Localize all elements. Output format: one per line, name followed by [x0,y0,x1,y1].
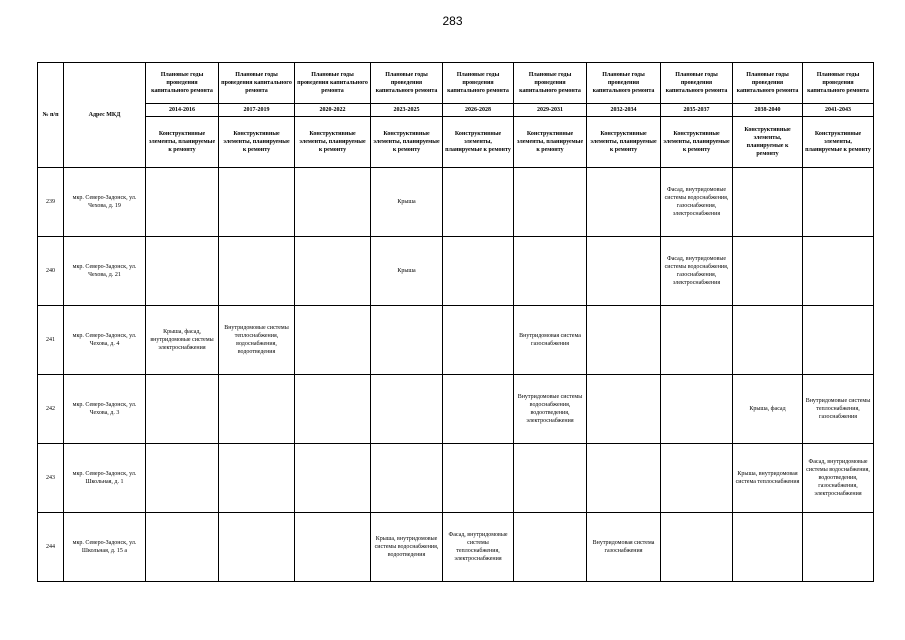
table-cell [803,306,874,375]
table-cell [295,306,371,375]
table-cell [803,237,874,306]
row-address: мкр. Северо-Задонск, ул. Чехова, д. 3 [64,375,146,444]
table-cell [803,513,874,582]
table-cell [371,375,443,444]
elements-header: Конструктивные элементы, планируемые к ремонту [661,117,733,168]
table-cell [295,375,371,444]
table-cell [733,168,803,237]
table-cell: Крыша [371,237,443,306]
table-cell: Фасад, внутридомовые системы водоснабжения, газоснабжения, электроснабжения [661,237,733,306]
row-number: 242 [38,375,64,444]
table-cell [733,513,803,582]
table-cell: Внутридомовая система газоснабжения [587,513,661,582]
table-cell [443,168,514,237]
table-cell [514,237,587,306]
table-cell: Внутридомовая система газоснабжения [514,306,587,375]
period-title: Плановые годы проведения капитального ремонта [219,63,295,104]
repair-schedule-table [37,62,874,582]
table-cell [443,306,514,375]
table-cell [514,513,587,582]
table-cell: Крыша, внутридомовая система теплоснабжения [733,444,803,513]
elements-header: Конструктивные элементы, планируемые к ремонту [219,117,295,168]
table-cell [587,444,661,513]
period-years: 2029-2031 [514,104,587,117]
table-row [38,237,874,306]
period-years: 2020-2022 [295,104,371,117]
elements-header: Конструктивные элементы, планируемые к ремонту [371,117,443,168]
table-cell [146,237,219,306]
table-header [38,63,874,168]
elements-header: Конструктивные элементы, планируемые к ремонту [146,117,219,168]
row-number: 239 [38,168,64,237]
period-title: Плановые годы проведения капитального ремонта [733,63,803,104]
table-cell [146,168,219,237]
header-row-periods [38,104,874,117]
row-number: 241 [38,306,64,375]
table-cell [733,306,803,375]
row-address: мкр. Северо-Задонск, ул. Чехова, д. 19 [64,168,146,237]
table-cell [803,168,874,237]
row-address: мкр. Северо-Задонск, ул. Чехова, д. 4 [64,306,146,375]
table-cell [295,513,371,582]
table-cell [219,168,295,237]
period-title: Плановые годы проведения капитального ремонта [803,63,874,104]
table-cell: Внутридомовые системы водоснабжения, водоотведения, электроснабжения [514,375,587,444]
table-cell [146,513,219,582]
period-years: 2023-2025 [371,104,443,117]
row-address: мкр. Северо-Задонск, ул. Школьная, д. 1 [64,444,146,513]
table-cell: Фасад, внутридомовые системы водоснабжения, газоснабжения, электроснабжения [661,168,733,237]
period-title: Плановые годы проведения капитального ремонта [371,63,443,104]
table-cell: Фасад, внутридомовые системы водоснабжения, водоотведения, газоснабжения, электроснабжения [803,444,874,513]
elements-header: Конструктивные элементы, планируемые к ремонту [514,117,587,168]
row-number: 243 [38,444,64,513]
row-address: мкр. Северо-Задонск, ул. Чехова, д. 21 [64,237,146,306]
table-cell: Внутридомовые системы теплоснабжения, водоснабжения, водоотведения [219,306,295,375]
period-title: Плановые годы проведения капитального ремонта [295,63,371,104]
table-cell: Крыша, фасад [733,375,803,444]
table-cell [219,513,295,582]
row-number: 244 [38,513,64,582]
period-years: 2014-2016 [146,104,219,117]
table-row [38,375,874,444]
period-title: Плановые годы проведения капитального ремонта [661,63,733,104]
table-cell [587,375,661,444]
period-title: Плановые годы проведения капитального ремонта [587,63,661,104]
period-title: Плановые годы проведения капитального ремонта [146,63,219,104]
table-cell [661,306,733,375]
table-cell [146,375,219,444]
table-cell [514,168,587,237]
table-cell [295,444,371,513]
table-cell [146,444,219,513]
table-row [38,168,874,237]
header-row-titles [38,63,874,104]
table-cell [661,513,733,582]
table-cell [661,375,733,444]
table-cell [295,168,371,237]
table-cell [371,444,443,513]
period-title: Плановые годы проведения капитального ремонта [443,63,514,104]
table-cell: Крыша, фасад, внутридомовые системы электроснабжения [146,306,219,375]
elements-header: Конструктивные элементы, планируемые к ремонту [733,117,803,168]
period-years: 2026-2028 [443,104,514,117]
table-row [38,513,874,582]
table-cell [295,237,371,306]
table-row [38,306,874,375]
page-number: 283 [442,14,463,28]
table-cell [443,375,514,444]
table-row [38,444,874,513]
num-header: № п/п [38,63,64,168]
row-address: мкр. Северо-Задонск, ул. Школьная, д. 15 а [64,513,146,582]
table-cell: Внутридомовые системы теплоснабжения, газоснабжения [803,375,874,444]
table-cell [443,444,514,513]
table-cell: Крыша [371,168,443,237]
period-years: 2035-2037 [661,104,733,117]
period-title: Плановые годы проведения капитального ремонта [514,63,587,104]
table-cell [587,168,661,237]
period-years: 2041-2043 [803,104,874,117]
table-cell [219,444,295,513]
period-years: 2017-2019 [219,104,295,117]
table-cell [219,237,295,306]
table-cell: Фасад, внутридомовые системы теплоснабжения, электроснабжения [443,513,514,582]
table-cell [587,306,661,375]
table-cell [371,306,443,375]
period-years: 2038-2040 [733,104,803,117]
table-cell: Крыша, внутридомовые системы водоснабжения, водоотведения [371,513,443,582]
elements-header: Конструктивные элементы, планируемые к ремонту [295,117,371,168]
elements-header: Конструктивные элементы, планируемые к ремонту [803,117,874,168]
table-cell [733,237,803,306]
table-cell [219,375,295,444]
table-cell [661,444,733,513]
table-cell [514,444,587,513]
row-number: 240 [38,237,64,306]
address-header: Адрес МКД [64,63,146,168]
elements-header: Конструктивные элементы, планируемые к ремонту [587,117,661,168]
header-row-elements [38,117,874,168]
period-years: 2032-2034 [587,104,661,117]
elements-header: Конструктивные элементы, планируемые к ремонту [443,117,514,168]
table-body [38,168,874,582]
table-cell [443,237,514,306]
table-cell [587,237,661,306]
